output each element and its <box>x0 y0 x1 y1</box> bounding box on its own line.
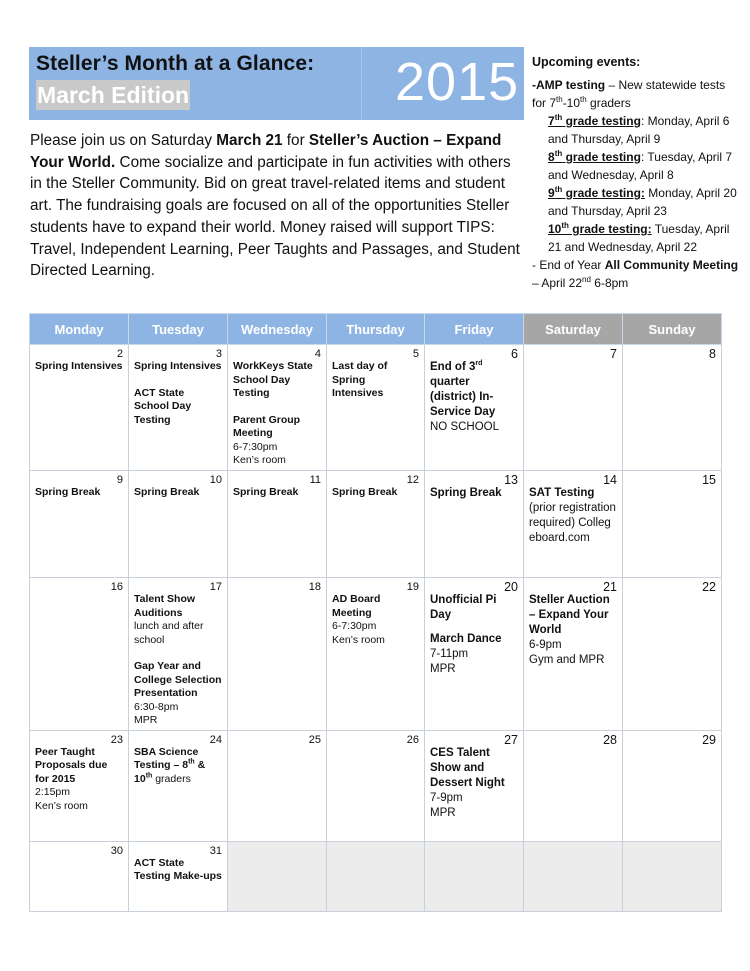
event-grade7: 7th grade testing: Monday, April 6 and Thursday, April 9 <box>548 113 730 146</box>
day-cell <box>425 345 524 471</box>
event-title: CES Talent Show and Dessert Night <box>430 746 505 789</box>
day-header-friday: Friday <box>425 314 524 345</box>
page-subtitle: March Edition <box>37 82 190 108</box>
event-location: Ken’s room <box>233 454 286 466</box>
event-title: Spring Break <box>430 487 502 499</box>
event-title: AD Board Meeting <box>332 593 381 619</box>
day-number: 30 <box>110 844 123 857</box>
day-number: 26 <box>406 733 419 746</box>
event-title: End of 3rd quarter (district) In-Service Day <box>430 360 496 418</box>
calendar-week-2 <box>30 471 722 578</box>
day-cell <box>228 471 327 578</box>
day-cell <box>30 730 129 841</box>
day-cell <box>425 730 524 841</box>
day-number: 9 <box>116 474 123 486</box>
calendar-grid <box>29 313 722 912</box>
day-cell <box>524 345 623 471</box>
day-number: 7 <box>610 347 617 361</box>
day-header-thursday: Thursday <box>327 314 425 345</box>
day-number: 21 <box>603 580 617 594</box>
event-note: (prior registration required) Collegeboard.com <box>529 502 616 544</box>
day-cell <box>30 471 129 578</box>
event-title: Spring Intensives <box>134 360 222 372</box>
event-time: 7-9pm <box>430 791 463 804</box>
day-number: 27 <box>504 732 518 747</box>
day-cell <box>524 730 623 841</box>
day-cell <box>129 841 228 911</box>
event-time: lunch and after school <box>134 620 204 646</box>
day-number: 10 <box>209 474 222 486</box>
event-title: Spring Intensives <box>35 360 123 372</box>
day-number: 4 <box>314 348 321 360</box>
header-banner <box>29 47 524 120</box>
event-location: Ken’s room <box>332 633 385 646</box>
event-title: SBA Science Testing – 8th & 10th <box>134 745 206 785</box>
event-title: Steller Auction – Expand Your World <box>529 594 610 636</box>
events-heading: Upcoming events: <box>532 55 641 69</box>
year-label: 2015 <box>395 52 520 112</box>
day-number: 29 <box>702 732 716 747</box>
event-note: NO SCHOOL <box>430 421 500 433</box>
day-number: 24 <box>209 733 222 746</box>
day-header-sunday: Sunday <box>623 314 722 345</box>
upcoming-events <box>532 53 742 292</box>
empty-day-cell <box>425 841 524 911</box>
day-cell <box>524 471 623 578</box>
day-number: 17 <box>209 581 222 593</box>
day-number: 20 <box>504 580 518 594</box>
day-number: 13 <box>504 473 518 487</box>
day-number: 22 <box>702 580 716 594</box>
day-cell <box>129 730 228 841</box>
header-divider <box>361 47 362 120</box>
day-cell <box>623 730 722 841</box>
event-title: Parent Group Meeting <box>233 413 301 439</box>
day-cell <box>129 471 228 578</box>
day-number: 28 <box>603 732 617 747</box>
event-amp: -AMP testing – New statewide tests for 7th-10th graders <box>532 78 726 110</box>
day-cell <box>623 471 722 578</box>
event-time: 7-11pm <box>430 648 469 660</box>
day-cell <box>30 345 129 471</box>
day-cell <box>425 578 524 731</box>
event-title: SAT Testing <box>529 487 595 499</box>
event-time: 6-7:30pm <box>233 440 278 453</box>
event-location: MPR <box>430 663 456 675</box>
day-number: 25 <box>308 733 321 746</box>
day-header-tuesday: Tuesday <box>129 314 228 345</box>
day-number: 2 <box>116 348 123 360</box>
day-cell <box>30 841 129 911</box>
day-number: 5 <box>412 348 419 360</box>
calendar-header-row <box>30 314 722 345</box>
day-cell <box>129 578 228 731</box>
day-cell <box>524 578 623 731</box>
day-number: 3 <box>215 348 222 360</box>
day-header-saturday: Saturday <box>524 314 623 345</box>
calendar-week-5 <box>30 841 722 911</box>
event-title: ACT State School Day Testing <box>134 386 192 426</box>
day-number: 15 <box>702 473 716 487</box>
event-title: Peer Taught Proposals due for 2015 <box>35 745 108 785</box>
event-time: 6-9pm <box>529 639 562 651</box>
calendar-week-3 <box>30 578 722 731</box>
event-time: 6-7:30pm <box>332 620 377 632</box>
event-title: WorkKeys State School Day Testing <box>233 360 313 399</box>
event-grade10: 10th grade testing: Tuesday, April 21 and Wednesday, April 22 <box>548 221 730 254</box>
day-cell <box>623 345 722 471</box>
day-cell <box>228 578 327 731</box>
empty-day-cell <box>623 841 722 911</box>
empty-day-cell <box>228 841 327 911</box>
day-cell <box>30 578 129 731</box>
day-number: 23 <box>110 733 123 746</box>
event-location: Gym and MPR <box>529 654 605 666</box>
empty-day-cell <box>327 841 425 911</box>
day-number: 6 <box>511 347 518 361</box>
day-number: 31 <box>209 844 222 857</box>
event-location: MPR <box>430 806 456 819</box>
event-title: Unofficial Pi Day <box>430 594 497 621</box>
day-number: 16 <box>110 581 123 593</box>
day-cell <box>228 345 327 471</box>
event-time: 6:30-8pm <box>134 700 179 713</box>
day-cell <box>327 471 425 578</box>
event-title: Spring Break <box>332 486 398 498</box>
day-number: 12 <box>406 474 419 486</box>
day-number: 14 <box>603 473 617 487</box>
event-location: MPR <box>134 714 158 726</box>
event-grade9: 9th grade testing: Monday, April 20 and Thursday, April 23 <box>548 185 737 218</box>
day-number: 18 <box>308 581 321 593</box>
event-title: Spring Break <box>35 486 101 498</box>
day-cell <box>228 730 327 841</box>
calendar-week-1 <box>30 345 722 471</box>
page-title: Steller’s Month at a Glance: <box>36 52 315 75</box>
intro-paragraph: Please join us on Saturday March 21 for Steller’s Auction – Expand Your World. Come socialize and participate in fun activities with others in the Steller Community. Bid on great travel-related items and student art. The fundraising goals are focused on all of the opportunities Steller students have to expand their world. Money raised will support TIPS: Travel, Independent Learning, Peer Taughts and Passages, and Student Directed Learning. <box>30 132 520 280</box>
event-title: Talent Show Auditions <box>134 593 196 619</box>
empty-day-cell <box>524 841 623 911</box>
day-cell <box>129 345 228 471</box>
event-title: Spring Break <box>134 486 200 498</box>
day-cell <box>327 730 425 841</box>
event-time: 2:15pm <box>35 786 71 798</box>
event-title: Gap Year and College Selection Presentation <box>134 660 222 699</box>
day-cell <box>623 578 722 731</box>
day-header-monday: Monday <box>30 314 129 345</box>
day-header-wednesday: Wednesday <box>228 314 327 345</box>
day-cell <box>327 345 425 471</box>
day-cell <box>327 578 425 731</box>
event-location: Ken’s room <box>35 799 88 812</box>
day-cell <box>425 471 524 578</box>
event-grade8: 8th grade testing: Tuesday, April 7 and Wednesday, April 8 <box>548 149 733 182</box>
event-community-meeting: - End of Year All Community Meeting – April 22nd 6-8pm <box>532 258 739 290</box>
day-number: 19 <box>406 581 419 593</box>
day-number: 11 <box>309 474 321 486</box>
event-title: ACT State Testing Make-ups <box>134 856 222 882</box>
calendar-week-4 <box>30 730 722 841</box>
event-title: March Dance <box>430 633 502 645</box>
event-note: graders <box>152 772 191 785</box>
day-number: 8 <box>709 347 716 361</box>
event-title: Spring Break <box>233 486 299 498</box>
event-title: Last day of Spring Intensives <box>332 360 388 399</box>
